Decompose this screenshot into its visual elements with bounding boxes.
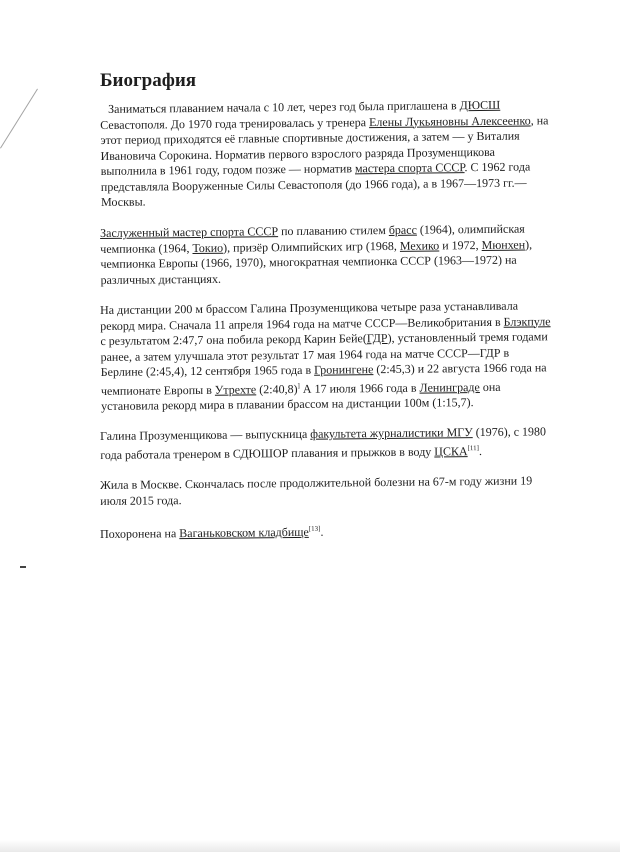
scan-artifact-line-short <box>0 89 38 149</box>
document-page <box>100 70 552 558</box>
link-coach-alekseenko[interactable]: Елены Лукьяновны Алексеенко <box>368 112 531 129</box>
footnote-ref-13[interactable]: [13] <box>308 524 321 533</box>
text: ), установленный тремя годами ранее, а затем улучшала этот результат 17 мая 1964 года на матче СССР—ГДР в Берлине (2:45,4), 12 сентября 1965 года в <box>100 328 548 379</box>
text: Заниматься плаванием начала с 10 лет, через год была приглашена в <box>107 98 460 116</box>
text: (2:40,8) <box>256 380 298 396</box>
link-groningen[interactable]: Гронингене <box>314 361 374 377</box>
text: . <box>478 443 483 458</box>
paragraph-titles <box>100 221 553 288</box>
text: (1964), олимпийская чемпионка (1964, <box>100 221 525 255</box>
scan-bottom-edge <box>0 840 620 852</box>
link-utrecht[interactable]: Утрехте <box>214 381 257 396</box>
link-mexico[interactable]: Мехико <box>399 237 440 252</box>
link-master-of-sport[interactable]: мастера спорта СССР <box>354 160 465 176</box>
text: (2:45,3) и 22 августа 1966 года на чемпионате Европы в <box>100 359 547 397</box>
text: . С 1962 года представляла Вооруженные Силы Севастополя (до 1966 года), а в 1967—1973 гг.— Москвы. <box>100 159 531 209</box>
page-title: Биография <box>100 70 197 91</box>
scan-artifact-line <box>0 0 64 60</box>
text: Севастополя. До 1970 года тренировалась у тренера <box>100 114 370 132</box>
link-breaststroke[interactable]: брасс <box>388 222 417 237</box>
link-blackpool[interactable]: Блэкпуле <box>503 313 551 328</box>
link-munich[interactable]: Мюнхен <box>481 236 526 252</box>
link-leningrad[interactable]: Ленинграде <box>419 379 480 394</box>
text: и 1972, <box>439 237 482 252</box>
text: Жила в Москве. Скончалась после продолжительной болезни на 67-м году жизни 19 июля 2015 года. <box>100 473 533 508</box>
text: Похоронена на <box>100 526 180 541</box>
text: , на этот период приходятся её главные спортивные достижения, а затем — у Виталия Ивановича Сорокина. Норматив первого взрослого разряда Прозуменщикова выполнила в 1961 году, годом позже — норматив <box>100 112 549 178</box>
link-gdr[interactable]: ГДР <box>366 330 388 345</box>
text: . <box>320 524 324 539</box>
scan-artifact-mark <box>20 566 26 568</box>
footnote-ref-11[interactable]: [11] <box>467 443 480 452</box>
link-journalism-faculty[interactable]: факультета журналистики МГУ <box>310 425 473 441</box>
text: (1976), с 1980 года работала тренером в СДЮШОР плавания и прыжков в воду <box>100 424 547 462</box>
text: с результатом 2:47,7 она побила рекорд Карин Бейе( <box>100 330 367 348</box>
text: На дистанции 200 м брассом Галина Прозуменщикова четыре раза устанавливала рекорд мира. Сначала 11 апреля 1964 года на матче СССР—Великобритания в <box>100 298 519 332</box>
text: ), чемпионка Европы (1966, 1970), многократная чемпионка СССР (1963—1972) на различных дистанциях. <box>100 236 533 286</box>
paragraph-records <box>100 298 553 414</box>
paragraph-burial <box>100 519 552 542</box>
text: по плаванию стилем <box>278 222 389 238</box>
link-honored-master[interactable]: Заслуженный мастер спорта СССР <box>100 223 279 240</box>
paragraph-death <box>100 473 552 509</box>
text: А 17 июля 1966 года в <box>299 379 420 395</box>
text: ), призёр Олимпийских игр (1968, <box>223 237 400 254</box>
paragraph-training <box>100 97 553 210</box>
link-cska[interactable]: ЦСКА <box>434 443 468 459</box>
paragraph-career <box>100 424 552 463</box>
text: она установила рекорд мира в плавании брассом на дистанции 100м (1:15,7). <box>101 378 501 413</box>
link-vagankovo-cemetery[interactable]: Ваганьковском кладбище <box>179 524 309 541</box>
link-tokyo[interactable]: Токио <box>192 239 224 255</box>
link-dyussh[interactable]: ДЮСШ <box>459 97 501 113</box>
footnote-ref[interactable]: ] <box>297 380 300 389</box>
text: Галина Прозуменщикова — выпускница <box>100 426 311 443</box>
